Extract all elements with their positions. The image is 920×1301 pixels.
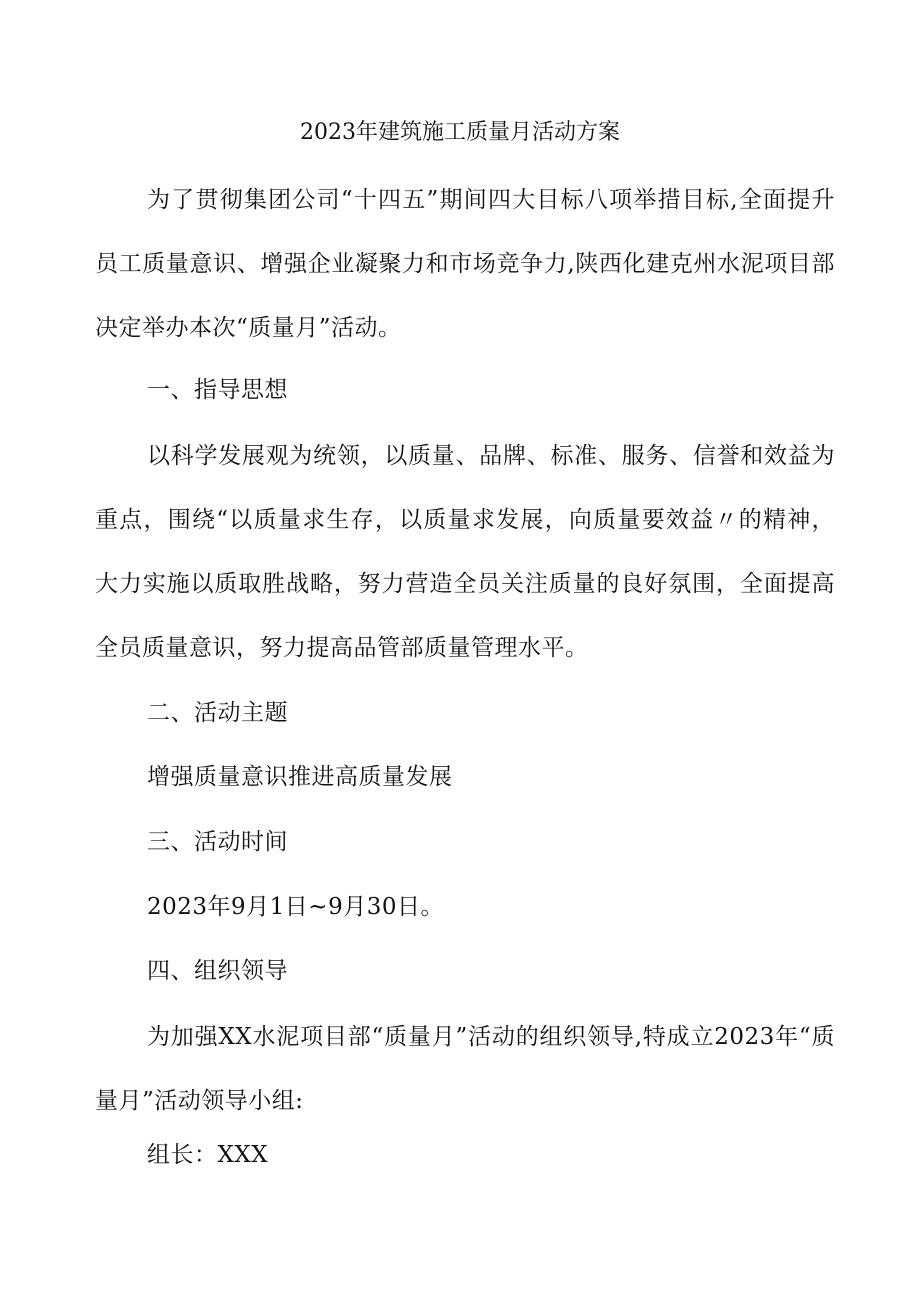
section3-heading: 三、活动时间 bbox=[147, 829, 288, 855]
section3-body: 2023年9月1日~9月30日。 bbox=[147, 894, 444, 920]
section1-body: 以科学发展观为统领，以质量、品牌、标准、服务、信誉和效益为重点，围绕“以质量求生存，以质量求发展，向质量要效益〃的精神，大力实施以质取胜战略，努力营造全员关注质量的良好氛围，全面提高全员质量意识，努力提高品管部质量管理水平。 bbox=[95, 443, 835, 661]
section4-body: 为加强XX水泥项目部“质量月”活动的组织领导,特成立2023年“质量月”活动领导小组: bbox=[95, 1024, 835, 1114]
intro-paragraph: 为了贯彻集团公司“十四五”期间四大目标八项举措目标,全面提升员工质量意识、增强企业凝聚力和市场竞争力,陕西化建克州水泥项目部决定举办本次“质量月”活动。 bbox=[95, 187, 835, 341]
section2-body: 增强质量意识推进高质量发展 bbox=[147, 764, 453, 790]
section2-heading: 二、活动主题 bbox=[147, 700, 288, 726]
leader-line: 组长：XXX bbox=[147, 1142, 269, 1168]
section1-heading: 一、指导思想 bbox=[147, 377, 288, 403]
section4-heading: 四、组织领导 bbox=[147, 958, 288, 984]
document-title: 2023年建筑施工质量月活动方案 bbox=[300, 120, 620, 145]
